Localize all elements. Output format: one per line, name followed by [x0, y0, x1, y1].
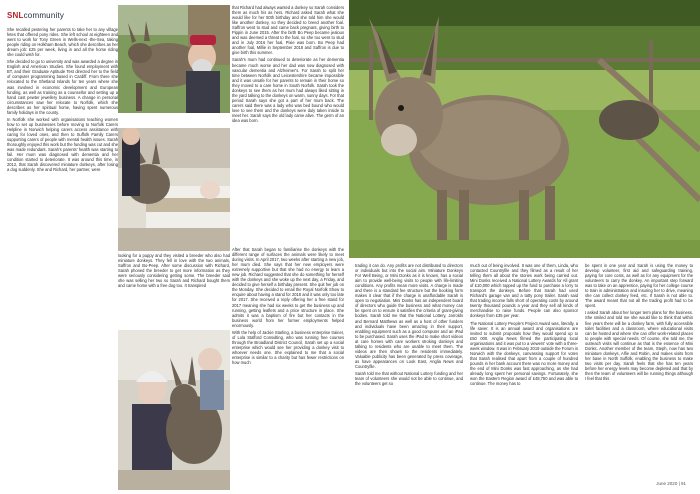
photo-bedside-visit — [118, 128, 230, 251]
photo-illustration — [118, 128, 230, 251]
paragraph: looking for a puppy and they visited a breeder who also had miniature donkeys. They fell in love with the two animals, Saffron and Bo-Peep. After some discussion with Richard, Sarah phoned the breeder to get more information as they were seriously considering getting some. The breeder said she was selling her two so Sarah and Richard bought them and came home with a free dog too. It transpired — [118, 253, 230, 289]
paragraph: much out of being involved. It was one of them, Linda, who contacted Countryfile and they filmed as a result of her telling them all about the stories work being carried out. Mini Donks received a National Lottery Awards for All grant of £10,000 which topped up the fund to purchase a lorry to transport the donkeys. Before that Sarah had used Richard's garage van and a tatty pony trailer. Sarah said that trading income falls short of operating costs by around twenty thousand pounds a year and they sell all kinds of merchandise to raise funds. People can also sponsor donkeys from £35 per year. — [470, 263, 578, 319]
paragraph: The National Lottery People's Project Award was, literally, a life saver. It is an annual award and organisations are invited to submit proposals how they would spend up to £50 000. Anglia News filmed the participating local organisations and it was put to a viewers' vote with a three-week window. It was in February 2019 outside the Forum in Norwich with the donkeys, canvassing support for votes that Sarah realised that apart from a couple of hundred pounds in her bank account there was no more money and the end of Mini Donks was fast approaching, as she had already long spent her personal savings. Fortunately, she won the Eastern Region award of £48,750 and was able to continue. The money has to — [470, 320, 578, 387]
article-column-1b — [118, 253, 230, 323]
photo-illustration — [118, 330, 230, 490]
page-footer: June 2020 | 91 — [656, 481, 686, 486]
paragraph: Sarah's mum had continued to deteriorate as her dementia became much worse and her dad was now diagnosed with vascular dementia and Alzheimer's. For Sarah to split her time between Norfolk and Leicestershire became impossible and it was unsafe for her parents to remain in their home so they moved to a care home in South Norfolk. Sarah took the donkeys to see them as her mum had always liked sitting in the yard talking to the donkeys on warm, sunny days. For that period Sarah says she got a part of her mum back. The carers said there was a lady who was bed bound who would love to see them and the donkeys were duly taken inside to meet her. Sarah says the old lady came alive. The germ of an idea was born. — [232, 57, 344, 124]
section-name: community — [23, 11, 65, 20]
paragraph: After that Sarah began to familiarise the donkeys with the different range of surfaces the animals were likely to meet during visits. In April 2017, two weeks after starting a new job, her mum died. She says that her new employers were extremely supportive but that she had no energy to learn a new job. Richard suggested that she do something for herself with the donkeys and she woke up the next day, a Friday, and decided to give herself a birthday present. She quit her job on the Monday. She decided to email the Royal Norfolk Show to enquire about having a stand for 2018 and it was only too late for 2017. She received a reply offering her a free stand for 2017 meaning she had six weeks to get the business up and running, getting leaflets and a price structure in place. She admits it was a baptism of fire but her contacts in the business world from her former employments helped enormously. — [232, 247, 344, 328]
paragraph: In Norfolk she worked with organisations teaching women how to set up businesses before moving to Norfolk Carers Helpline in Norwich helping carers access assistance with caring for loved ones, and then to Suffolk Family Carers supporting carers of people with mental health issues. Sarah thoroughly enjoyed this work but the funding was cut and she was made redundant. Sarah's parents' health was starting to fail. Her mum was diagnosed with dementia and her condition started to deteriorate. It was around this time, in 2012, that Sarah discovered miniature donkeys, after losing a dog suddenly. She and Richard, her partner, were — [7, 116, 118, 173]
section-header — [7, 11, 64, 20]
photo-illustration — [118, 5, 230, 113]
paragraph: trading it can do. Any profits are not distributed to directors or individuals but into the social aim. Miniature Donkeys For Well Being, or Mini Donks as it is known, has a social aim to provide well-being visits to people with life-limiting conditions. Any profits mean more visits. A charge is made and there is a standard fee structure but the booking form makes it clear that if the charge is unaffordable Sarah is open to negotiation. Mini Donks has an independent board of directors who guide the business and what money can be spent on to ensure it satisfies the criteria of grant-giving bodies. Sarah told me that the National Lottery, Jarrolds and Bernard Matthews as well as a host of other funders and individuals have been amazing in their support, enabling equipment such as a good computer and an iPad to be purchased. Sarah uses the iPad to make short videos at care homes with care workers stroking donkeys and talking to residents who are unable to meet them. The videos are then shown to the residents immediately. Valuable publicity has been generated by press coverage, as have appearances on Look East, Anglia News and Countryfile. — [355, 263, 463, 369]
section-brand: SNL — [7, 11, 24, 20]
paragraph: With the help of Jackie Starling, a business enterprise trainer, of Lola Stafford Consulting, who was running free courses through the Broadland District Council, Sarah set up a social enterprise which would see her providing a donkey visit to whoever needs one. She explained to me that a social enterprise is similar to a charity but has fewer restrictions on how much — [232, 329, 344, 366]
article-column-5 — [585, 263, 693, 481]
article-column-2 — [232, 5, 344, 248]
photo-donkey-field — [349, 0, 700, 258]
paragraph: Sarah told me that without National Lottery funding and her team of volunteers she would not be able to continue, and the volunteers get so — [355, 370, 463, 387]
paragraph: She decided to go to university and was awarded a degree in English and American Studies. She found employment with BT, and their Graduate Aptitude Test directed her to the field of computer programming based in Cardiff. From there she relocated to the Shetland Islands for ten years where she was involved in economic development and European funding, as well as training as a counsellor and setting up a hand cast pewter jewellery business. A change in personal circumstances saw her relocate to Norfolk, which she describes as her spiritual home, having spent numerous family holidays in the county. — [7, 59, 118, 115]
photo-man-with-donkey — [118, 5, 230, 113]
article-column-4 — [470, 263, 578, 488]
paragraph: be spent in one year and Sarah is using the money to develop volunteer, first aid and safeguarding training, paying for core costs, as well as for any equipment for the volunteers to carry the donkey. An important step forward was to take on an apprentice, paying for her college course to train in administration and insuring her to drive, meaning she can collect donkey feed, etc. If Sarah is not able to. The award meant that not all the trading profit had to be spent. — [585, 263, 693, 309]
paragraph: She recalled pestering her parents to take her to any village fetes that offered pony rides. She left school at eighteen and went to work for Tony Green in Wells-next -the-Sea, taking people riding on Holkham Beach, which she describes as her dream job: £25 per week, living in and all the horse riding she could wish for. — [7, 27, 118, 58]
photo-care-home-visit — [118, 330, 230, 490]
article-column-1 — [7, 27, 118, 257]
paragraph: that Richard had always wanted a donkey so Sarah considers them as much his as hers. Richard asked Sarah what she would like for her 50th birthday and she told him she would like another donkey, so they decided to breed another foal. Saffron went to stud and came back pregnant, giving birth to Pippin in June 2015. After the birth Bo Peep became jealous and was deemed a threat to the foal, so she too went to stud and in July 2016 her foal, Pixie was born. Bo Peep had another foal, Millie in September 2018 and Saffron is due to give birth this summer. — [232, 5, 344, 56]
article-column-3 — [355, 263, 463, 488]
article-column-2b — [232, 247, 344, 489]
paragraph: I asked Sarah about her longer term plans for the business. She smiled and told me she would like to think that within five years there will be a donkey farm, with fully accessible toilet facilities and a classroom, where educational visits can be hosted and where she can offer work-related places to people with special needs. Of course, she told me, the outreach visits will continue as that is the essence of Mini Donks. Another member of the team, Steph, now has two miniature donkeys, Alfie and Robin, and makes visits from her base in North Suffolk, enabling the business to make two visits per day. Sarah feels that she has ten years before her energy levels may become depleted and that by then the team of volunteers will be running things although I feel that this — [585, 310, 693, 382]
photo-illustration — [349, 0, 700, 258]
